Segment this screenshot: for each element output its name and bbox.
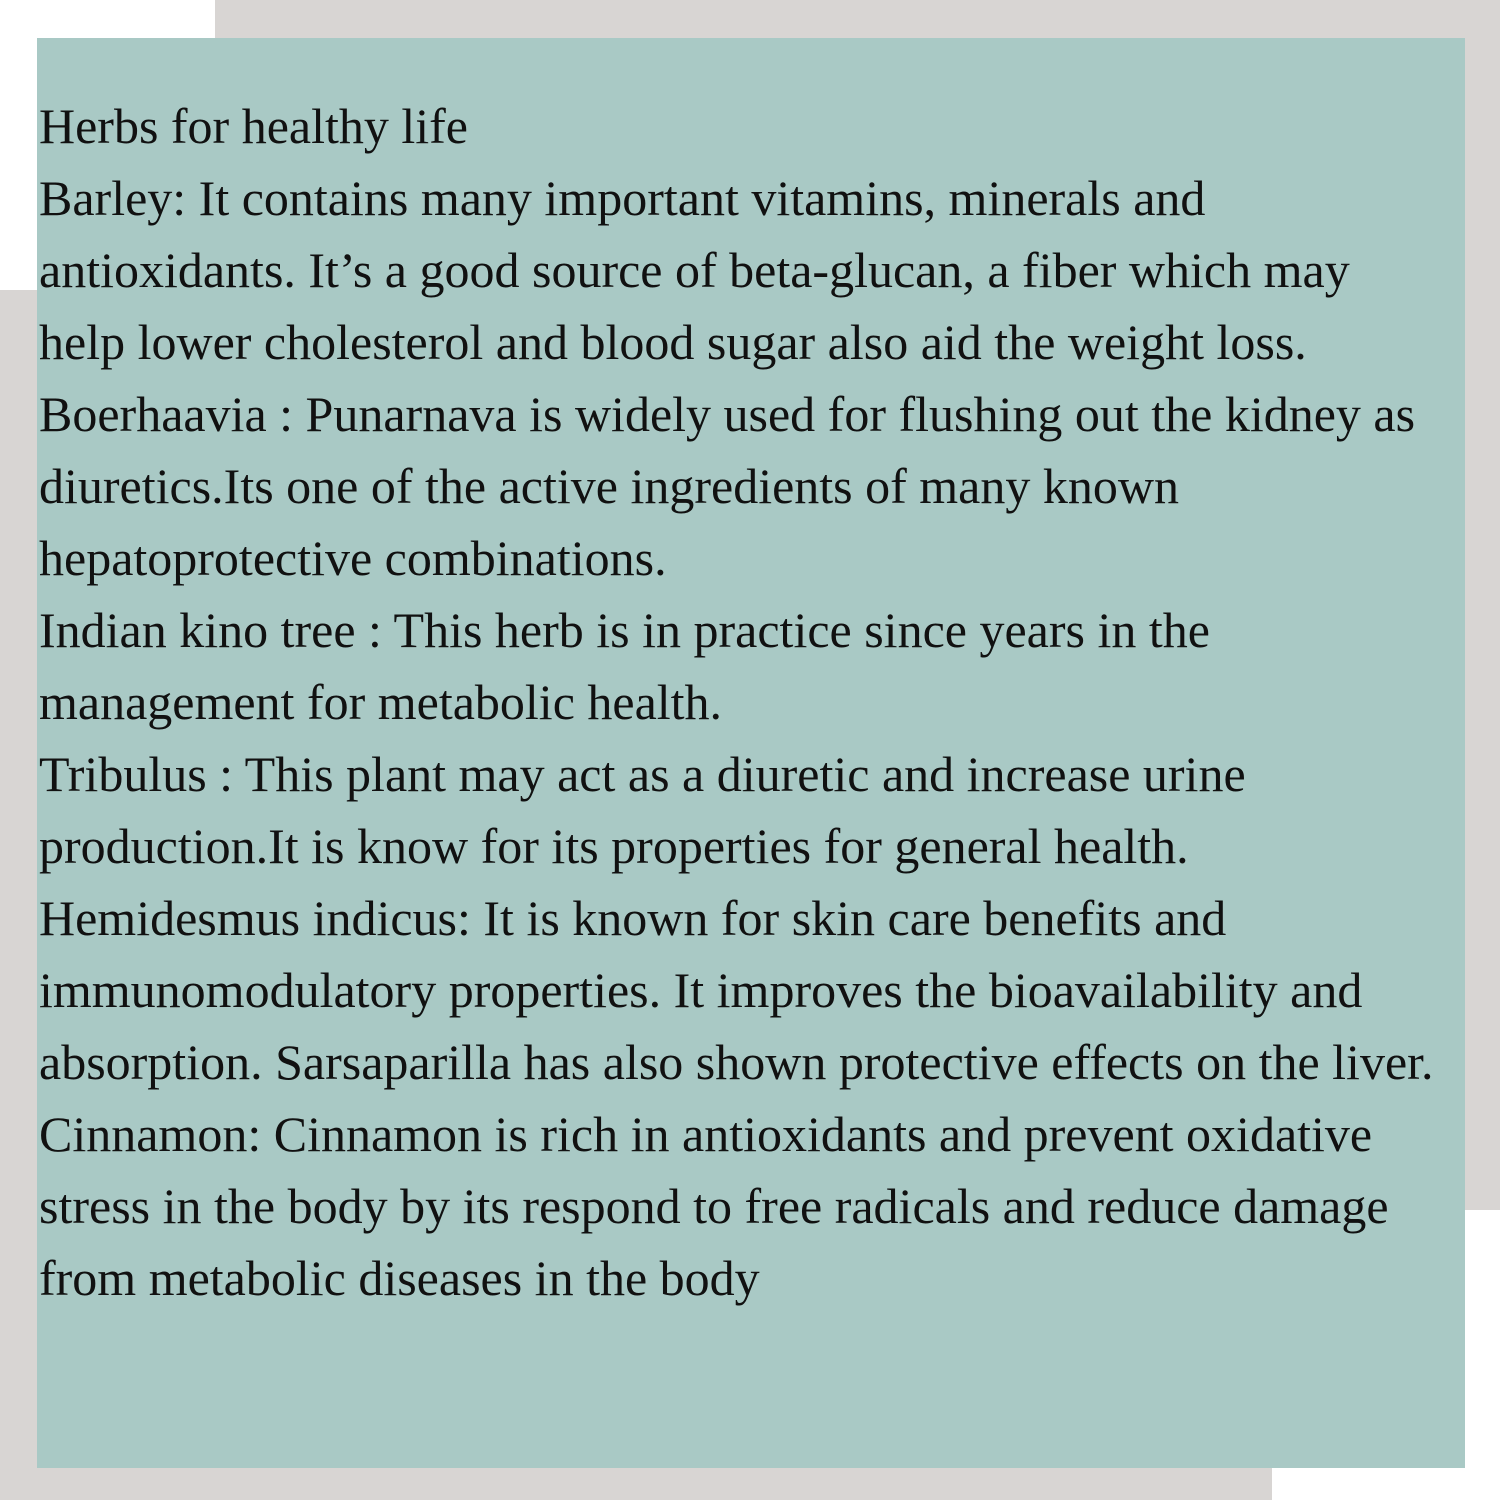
herb-entry-barley: Barley: It contains many important vitamins, minerals and antioxidants. It’s a good source of beta-glucan, a fiber which may help lower cholesterol and blood sugar also aid the weight loss. xyxy=(39,170,1350,370)
page-title: Herbs for healthy life xyxy=(39,98,469,154)
herbs-card xyxy=(37,38,1465,1468)
herb-entry-hemidesmus-indicus: Hemidesmus indicus: It is known for skin care benefits and immunomodulatory properties. It improves the bioavailability and absorption. Sarsaparilla has also shown protective effects on the liver. xyxy=(39,890,1434,1090)
herb-entry-tribulus: Tribulus : This plant may act as a diuretic and increase urine production.It is know for its properties for general health. xyxy=(39,746,1246,874)
herb-entry-boerhaavia: Boerhaavia : Punarnava is widely used for flushing out the kidney as diuretics.Its one of the active ingredients of many known hepatoprotective combinations. xyxy=(39,386,1416,586)
herb-entry-cinnamon: Cinnamon: Cinnamon is rich in antioxidants and prevent oxidative stress in the body by its respond to free radicals and reduce damage from metabolic diseases in the body xyxy=(39,1106,1389,1306)
herb-entry-indian-kino-tree: Indian kino tree : This herb is in practice since years in the management for metabolic health. xyxy=(39,602,1210,730)
